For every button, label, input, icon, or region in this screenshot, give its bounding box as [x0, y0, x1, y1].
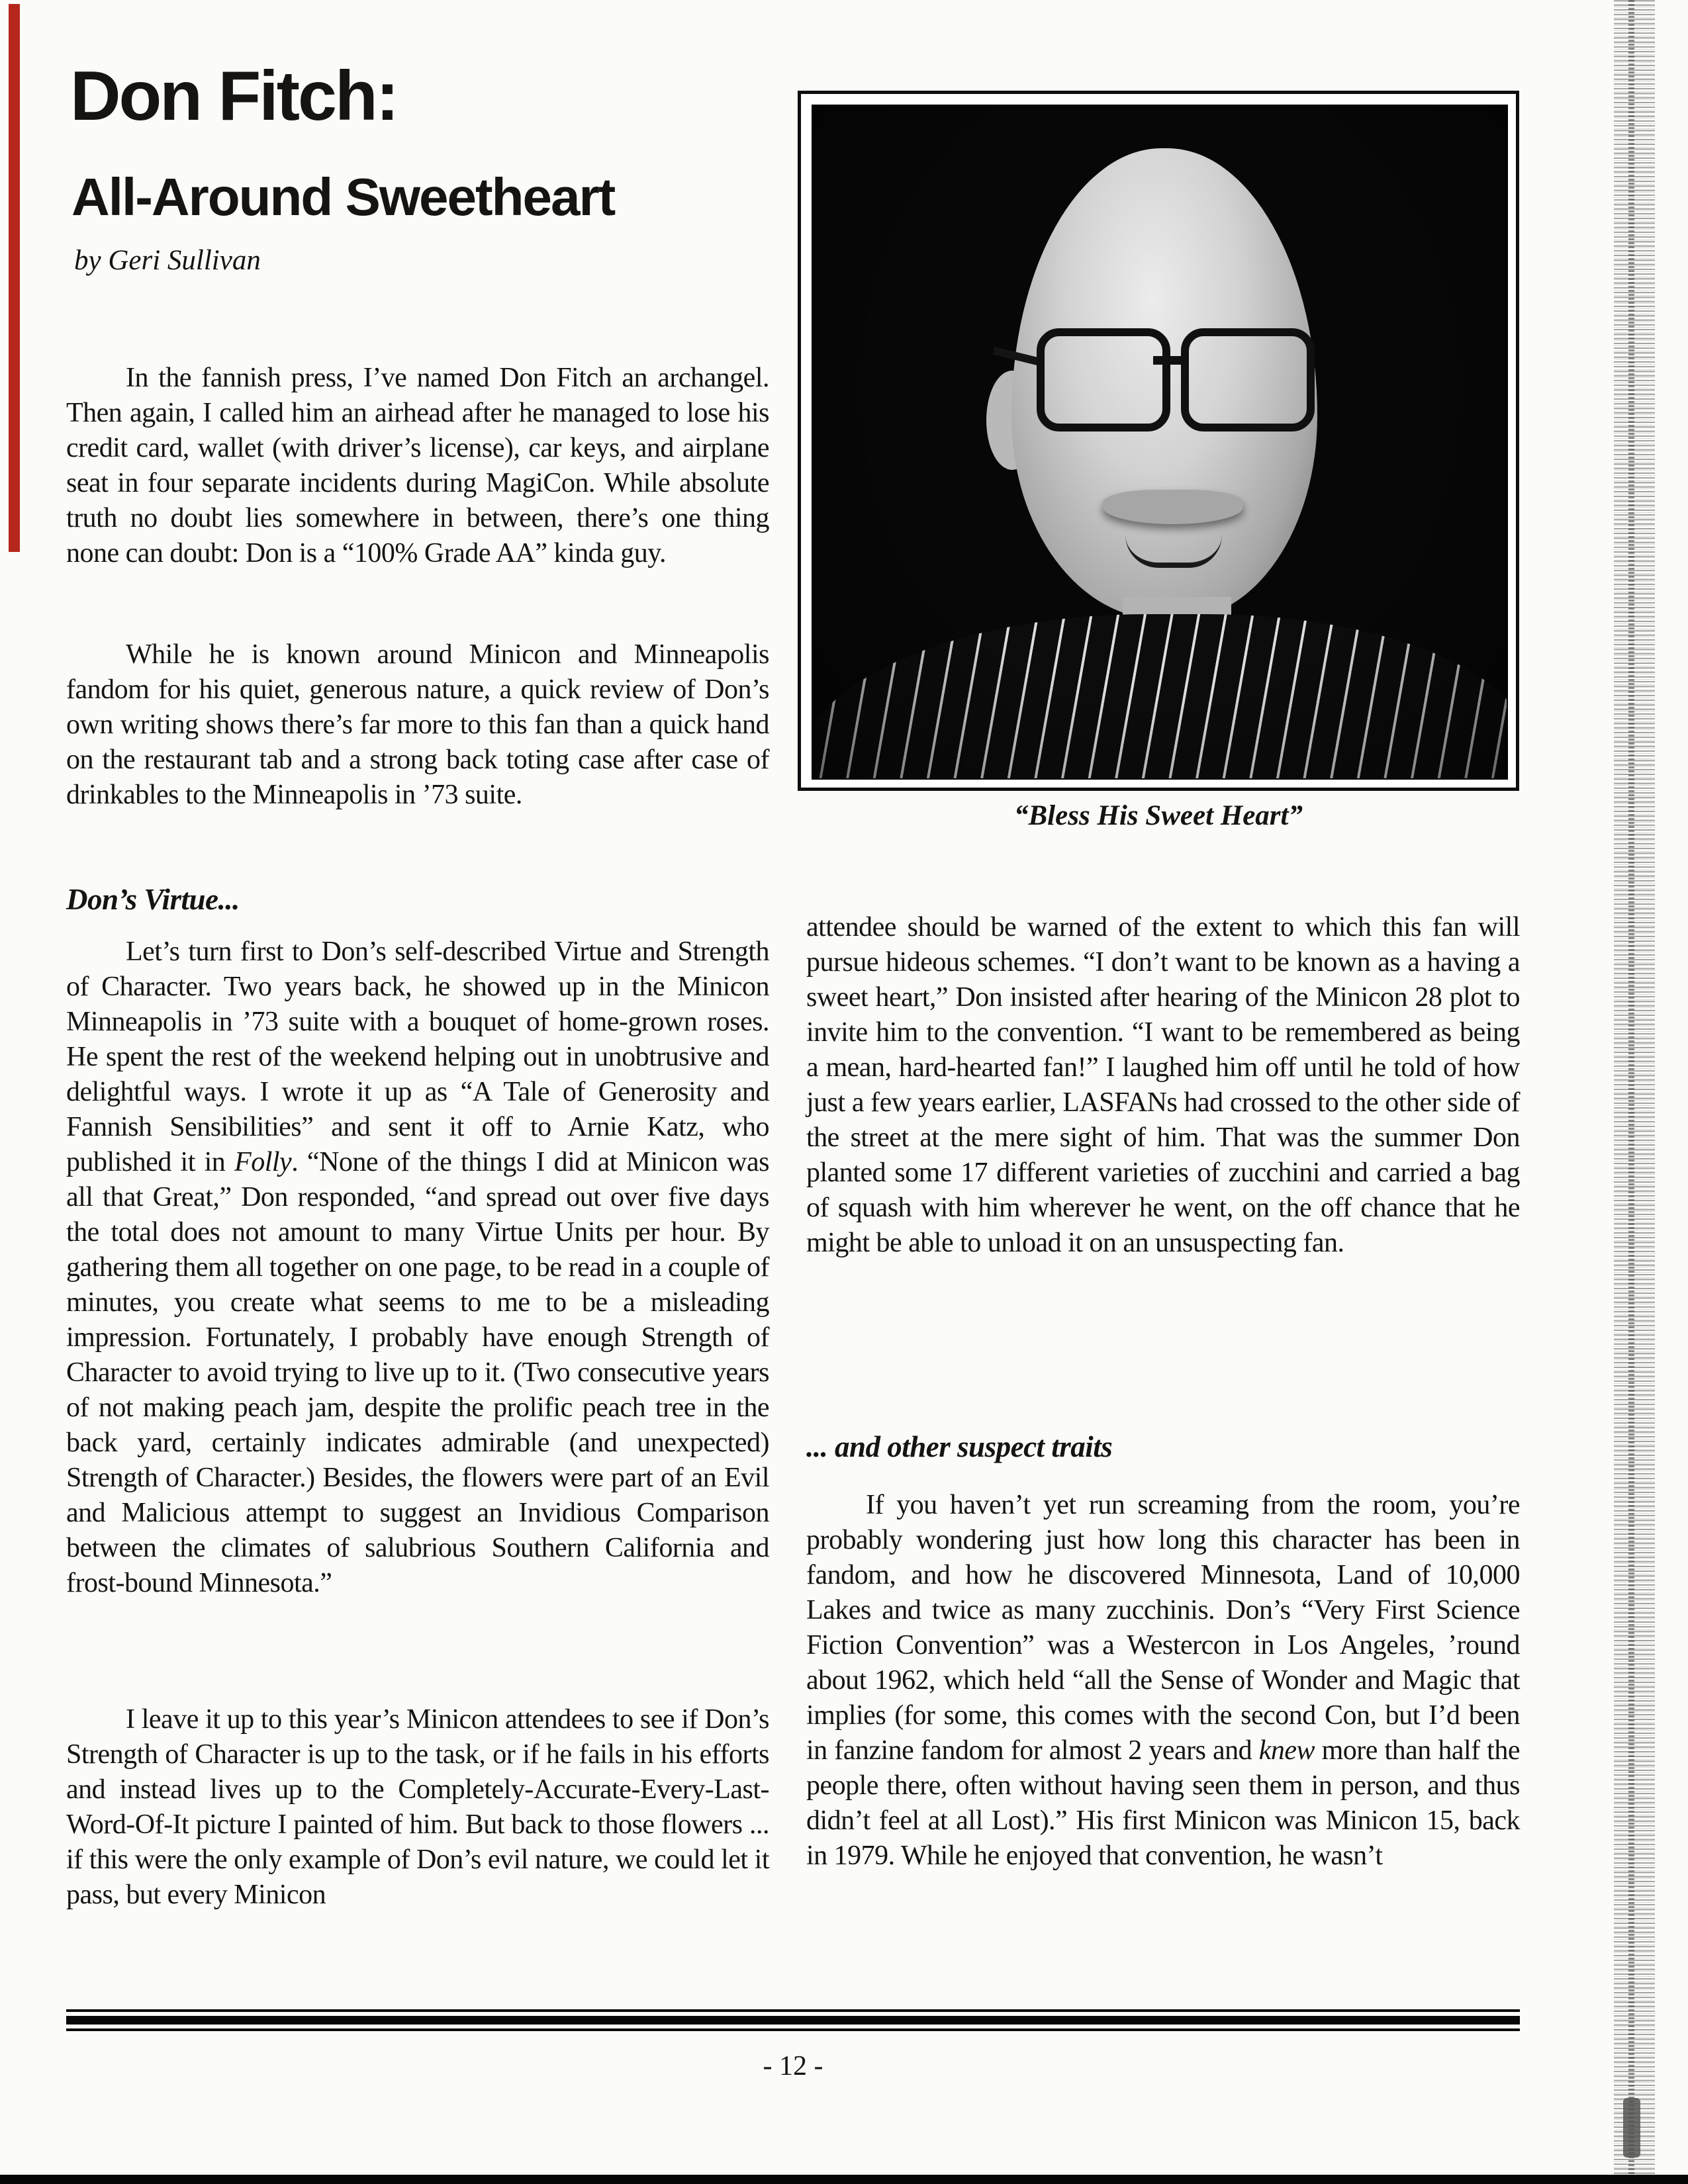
intro-paragraph-2: While he is known around Minicon and Minneapolis fandom for his quiet, generous nature, a quick review of Don’s own writing shows there’s far more to this fan than a quick hand on the restaurant tab and a strong back toting case after case of drinkables to the Minneapolis in ’73 suite. [66, 639, 769, 810]
suspect-traits-paragraph: If you haven’t yet run screaming from the room, you’re probably wondering just how long this character has been in fandom, and how he discovered Minnesota, Land of 10,000 Lakes and twice as many zucchinis. Don’s “Very First Science Fiction Convention” was a Westercon in Los Angeles, ’round about 1962, which held “all the Sense of Wonder and Magic that implies (for some, this comes with the second Con, but I’d been in fanzine fandom for almost 2 years and knew more than half the people there, often without having seen them in person, and thus didn’t feel at all Lost).” His first Minicon was Minicon 15, back in 1979. While he enjoyed that convention, he wasn’t [806, 1490, 1520, 1871]
portrait-face [1011, 148, 1317, 619]
page-number: - 12 - [763, 2051, 823, 2081]
footer-rule-middle [66, 2016, 1520, 2025]
section-heading-virtue: Don’s Virtue... [66, 883, 240, 916]
portrait-striped-shirt [812, 614, 1508, 780]
portrait-mouth [1125, 535, 1222, 568]
footer-rule-top [66, 2009, 1520, 2012]
portrait-neck [1123, 597, 1231, 663]
portrait-mustache [1103, 490, 1243, 524]
virtue-paragraph-1: Let’s turn first to Don’s self-described Virtue and Strength of Character. Two years back, he showed up in the Minicon Minneapolis in ’73 suite with a bouquet of home-grown roses. He spent the rest of the weekend helping out in unobtrusive and delightful ways. I wrote it up as “A Tale of Generosity and Fannish Sensibilities” and sent it off to Arnie Katz, who published it in Folly. “None of the things I did at Minicon was all that Great,” Don responded, “and spread out over five days the total does not amount to many Virtue Units per hour. By gathering them all together on one page, to be read in a couple of minutes, you create what seems to me to be a misleading impression. Fortunately, I probably have enough Strength of Character to avoid trying to live up to it. (Two consecutive years of not making peach jam, despite the prolific peach tree in the back yard, certainly indicates admirable (and unexpected) Strength of Character.) Besides, the flowers were part of an Evil and Malicious attempt to suggest an Invidious Comparison between the climates of salubrious Southern California and frost-bound Minnesota.” [66, 936, 769, 1598]
page-title: Don Fitch: [70, 57, 397, 135]
red-edge-mark [9, 4, 20, 552]
portrait-glasses [813, 106, 1507, 778]
footer-rules [66, 2009, 1520, 2031]
portrait-photo [812, 105, 1508, 780]
portrait-ear [986, 371, 1038, 470]
footer-rule-bottom [66, 2028, 1520, 2031]
photo-caption: “Bless His Sweet Heart” [1014, 800, 1303, 831]
bottom-scan-bar [0, 2175, 1688, 2184]
photo-frame [798, 91, 1519, 791]
virtue-paragraph-2: I leave it up to this year’s Minicon attendees to see if Don’s Strength of Character is up to the task, or if he fails in his efforts and instead lives up to the Completely-Accurate-Every-Last-Word-Of-It picture I painted of him. But back to those flowers ... if this were the only example of Don’s evil nature, we could let it pass, but every Minicon [66, 1704, 769, 1910]
continuation-paragraph: attendee should be warned of the extent to which this fan will pursue hideous schemes. “I don’t want to be known as a having a sweet heart,” Don insisted after hearing of the Minicon 28 plot to invite him to the convention. “I want to be remembered as being a mean, hard-hearted fan!” I laughed him off until he told of how just a few years earlier, LASFANs had crossed to the other side of the street at the mere sight of him. That was the summer Don planted some 17 different varieties of zucchini and carried a bag of squash with him wherever he went, on the off chance that he might be able to unload it on an unsuspecting fan. [806, 912, 1520, 1258]
page-subtitle: All-Around Sweetheart [71, 167, 615, 226]
section-heading-suspect-traits: ... and other suspect traits [806, 1430, 1113, 1463]
byline: by Geri Sullivan [74, 245, 261, 276]
intro-paragraph-1: In the fannish press, I’ve named Don Fitch an archangel. Then again, I called him an airhead after he managed to lose his credit card, wallet (with driver’s license), car keys, and airplane seat in four separate incidents during MagiCon. While absolute truth no doubt lies somewhere in between, there’s one thing none can doubt: Don is a “100% Grade AA” kinda guy. [66, 363, 769, 569]
page-edge-texture [1614, 0, 1655, 2184]
